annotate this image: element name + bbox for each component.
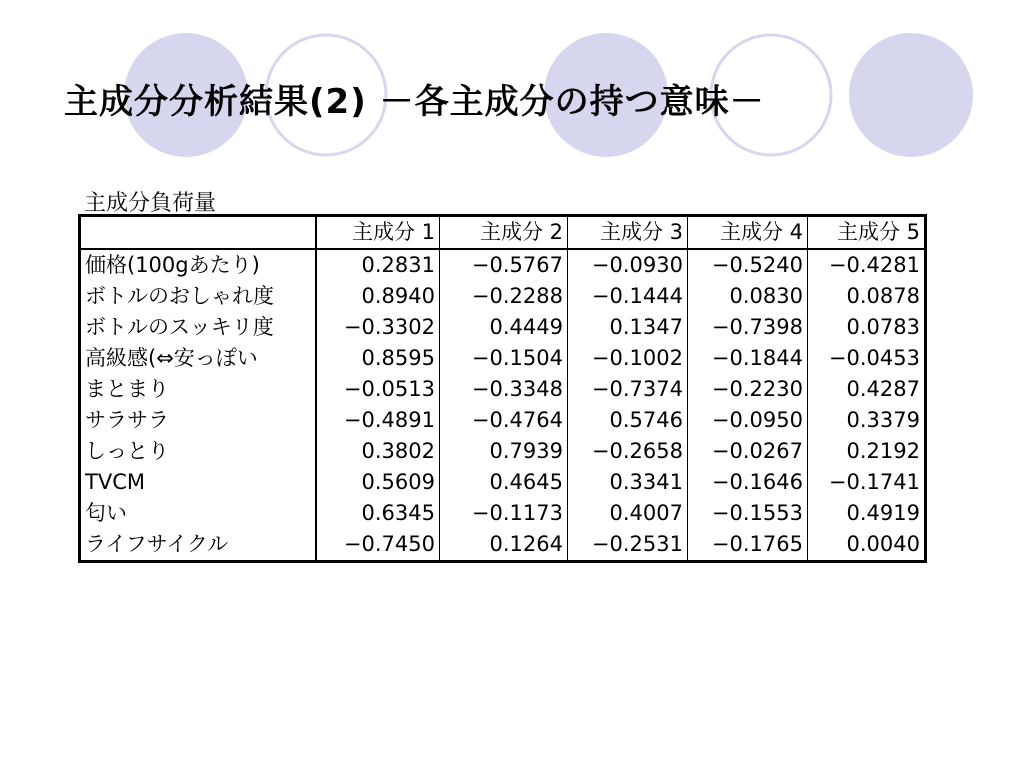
loading-value-pc4: −0.5240 bbox=[688, 249, 808, 281]
loading-value-pc2: −0.2288 bbox=[440, 281, 568, 312]
loading-value-pc4: −0.1553 bbox=[688, 498, 808, 529]
loading-value-pc4: −0.1844 bbox=[688, 343, 808, 374]
loading-value-pc4: −0.1765 bbox=[688, 529, 808, 562]
loading-value-pc3: 0.3341 bbox=[568, 467, 688, 498]
loading-value-pc4: −0.0267 bbox=[688, 436, 808, 467]
table-header-pc4: 主成分 4 bbox=[688, 216, 808, 250]
row-label: ライフサイクル bbox=[80, 529, 316, 562]
loading-value-pc1: 0.2831 bbox=[316, 249, 440, 281]
loading-value-pc5: 0.4919 bbox=[808, 498, 926, 529]
loading-value-pc3: 0.4007 bbox=[568, 498, 688, 529]
loading-value-pc2: 0.4645 bbox=[440, 467, 568, 498]
row-label: 価格(100gあたり) bbox=[80, 249, 316, 281]
table-row bbox=[80, 249, 926, 281]
loading-value-pc2: −0.4764 bbox=[440, 405, 568, 436]
row-label: しっとり bbox=[80, 436, 316, 467]
table-caption: 主成分負荷量 bbox=[84, 191, 217, 216]
table-row bbox=[80, 498, 926, 529]
loading-value-pc2: −0.1173 bbox=[440, 498, 568, 529]
loading-value-pc3: −0.1444 bbox=[568, 281, 688, 312]
loading-value-pc3: −0.7374 bbox=[568, 374, 688, 405]
loading-value-pc1: 0.5609 bbox=[316, 467, 440, 498]
loading-value-pc2: 0.4449 bbox=[440, 312, 568, 343]
loading-value-pc5: −0.0453 bbox=[808, 343, 926, 374]
loading-value-pc2: −0.1504 bbox=[440, 343, 568, 374]
loading-value-pc5: 0.3379 bbox=[808, 405, 926, 436]
loading-value-pc2: −0.3348 bbox=[440, 374, 568, 405]
loading-value-pc5: 0.2192 bbox=[808, 436, 926, 467]
loading-value-pc1: 0.3802 bbox=[316, 436, 440, 467]
table-row bbox=[80, 343, 926, 374]
loading-value-pc3: 0.5746 bbox=[568, 405, 688, 436]
table-header-pc2: 主成分 2 bbox=[440, 216, 568, 250]
table-row bbox=[80, 281, 926, 312]
row-label: 匂い bbox=[80, 498, 316, 529]
loading-value-pc1: 0.6345 bbox=[316, 498, 440, 529]
deco-circle-filled-3 bbox=[849, 33, 973, 157]
row-label: サラサラ bbox=[80, 405, 316, 436]
loading-value-pc5: 0.4287 bbox=[808, 374, 926, 405]
table-header-row bbox=[80, 216, 926, 250]
table-row bbox=[80, 467, 926, 498]
row-label: TVCM bbox=[80, 467, 316, 498]
loading-value-pc2: −0.5767 bbox=[440, 249, 568, 281]
table-header-pc5: 主成分 5 bbox=[808, 216, 926, 250]
loading-value-pc1: −0.0513 bbox=[316, 374, 440, 405]
loading-value-pc4: 0.0830 bbox=[688, 281, 808, 312]
slide-title: 主成分分析結果(2) －各主成分の持つ意味－ bbox=[64, 82, 765, 122]
loading-value-pc2: 0.1264 bbox=[440, 529, 568, 562]
row-label: ボトルのスッキリ度 bbox=[80, 312, 316, 343]
loading-value-pc5: −0.4281 bbox=[808, 249, 926, 281]
loading-value-pc4: −0.1646 bbox=[688, 467, 808, 498]
table-row bbox=[80, 405, 926, 436]
loading-value-pc4: −0.7398 bbox=[688, 312, 808, 343]
loading-value-pc1: 0.8940 bbox=[316, 281, 440, 312]
loading-value-pc3: −0.1002 bbox=[568, 343, 688, 374]
loadings-table bbox=[78, 214, 927, 563]
loading-value-pc3: −0.0930 bbox=[568, 249, 688, 281]
loading-value-pc4: −0.0950 bbox=[688, 405, 808, 436]
loading-value-pc1: −0.4891 bbox=[316, 405, 440, 436]
table-header-pc3: 主成分 3 bbox=[568, 216, 688, 250]
loading-value-pc5: 0.0878 bbox=[808, 281, 926, 312]
loading-value-pc5: 0.0783 bbox=[808, 312, 926, 343]
loading-value-pc3: −0.2658 bbox=[568, 436, 688, 467]
row-label: 高級感(⇔安っぽい bbox=[80, 343, 316, 374]
table-row bbox=[80, 312, 926, 343]
row-label: ボトルのおしゃれ度 bbox=[80, 281, 316, 312]
loading-value-pc3: −0.2531 bbox=[568, 529, 688, 562]
loading-value-pc4: −0.2230 bbox=[688, 374, 808, 405]
row-label: まとまり bbox=[80, 374, 316, 405]
table-header-pc1: 主成分 1 bbox=[316, 216, 440, 250]
loading-value-pc1: 0.8595 bbox=[316, 343, 440, 374]
table-row bbox=[80, 436, 926, 467]
table-row bbox=[80, 529, 926, 562]
loading-value-pc1: −0.7450 bbox=[316, 529, 440, 562]
loading-value-pc1: −0.3302 bbox=[316, 312, 440, 343]
loading-value-pc2: 0.7939 bbox=[440, 436, 568, 467]
loading-value-pc5: 0.0040 bbox=[808, 529, 926, 562]
loading-value-pc5: −0.1741 bbox=[808, 467, 926, 498]
table-header-corner bbox=[80, 216, 316, 250]
table-row bbox=[80, 374, 926, 405]
loading-value-pc3: 0.1347 bbox=[568, 312, 688, 343]
table-body bbox=[80, 249, 926, 562]
